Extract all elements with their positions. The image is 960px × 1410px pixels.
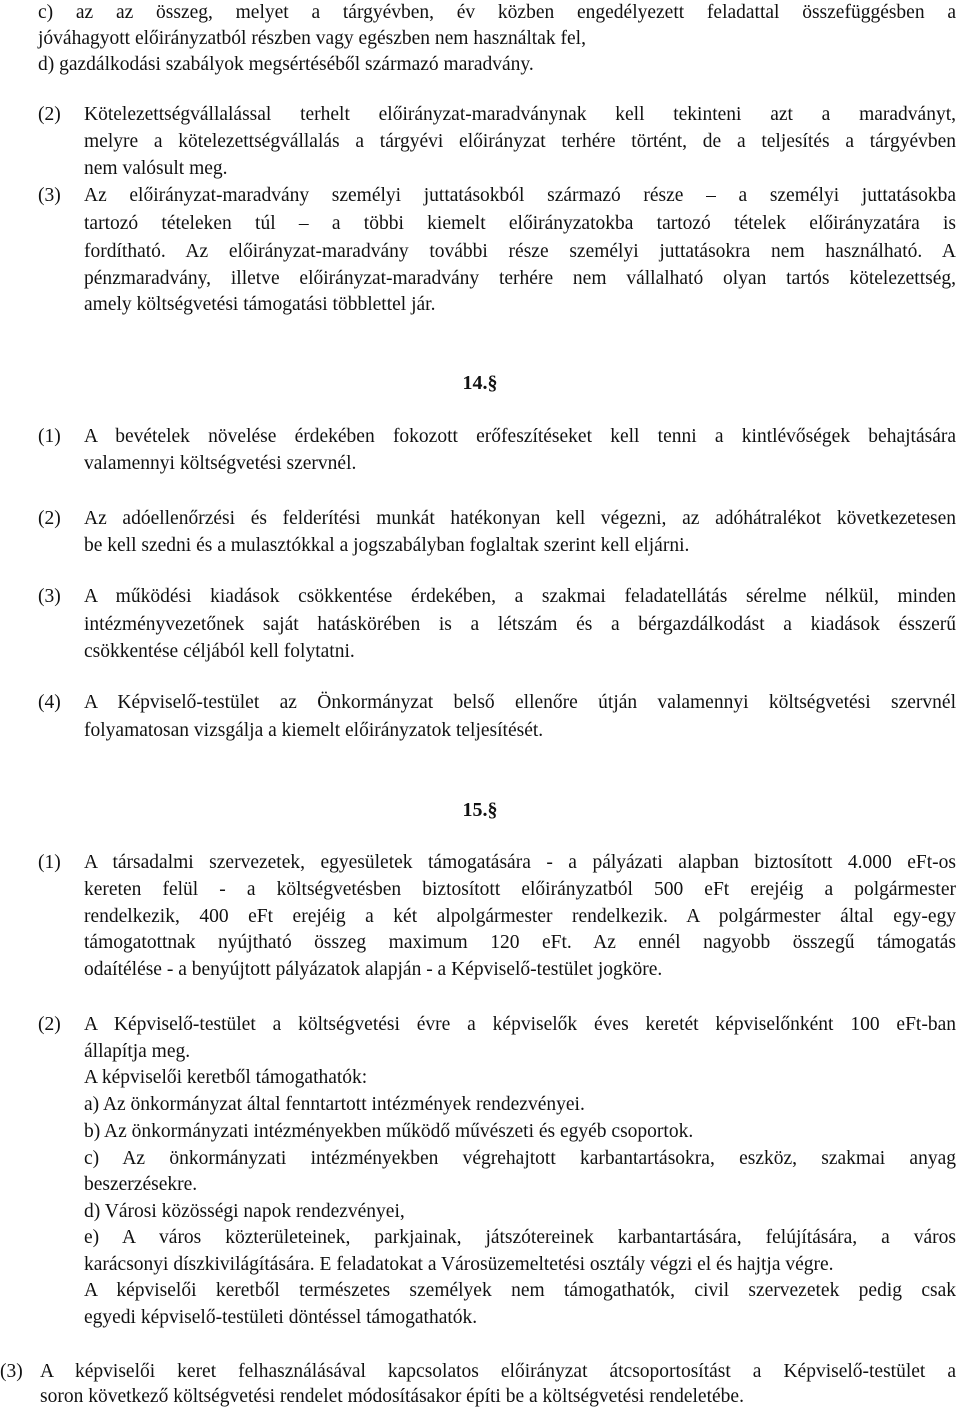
intro-line [0, 52, 960, 78]
paragraph-14-1 [0, 424, 960, 450]
list-item [0, 1119, 960, 1145]
text-line: soron következő költségvetési rendelet módosításakor építi be a költségvetési rendeletébe. [40, 1386, 744, 1407]
text-line: A képviselői keretből természetes személyek nem támogathatók, civil szervezetek pedig csak [84, 1280, 956, 1301]
text-line: egyedi képviselő-testületi döntéssel támogathatók. [84, 1307, 478, 1328]
text-line: jóváhagyott előirányzatból részben vagy egészben nem használtak fel, [38, 28, 586, 49]
text-line: e) A város közterületeinek, parkjainak, játszótereinek karbantartására, felújítására, a város [84, 1227, 956, 1248]
text-line: amely költségvetési támogatási többlettel jár. [84, 294, 436, 315]
text-line: c) az az összeg, melyet a tárgyévben, év közben engedélyezett feladattal összefüggésben a [38, 2, 956, 23]
text-line: folyamatosan vizsgálja a kiemelt előirányzatok teljesítését. [84, 720, 544, 741]
text-line: tartozó tételeken túl – a többi kiemelt előirányzatokba tartozó tételek előirányzatára is [84, 213, 956, 234]
paragraph-number: (3) [38, 185, 61, 206]
list-item [0, 1225, 960, 1251]
text-line: nem valósult meg. [84, 158, 228, 179]
text-line: Az adóellenőrzési és felderítési munkát hatékonyan kell végezni, az adóhátralékot következetesen [84, 508, 956, 529]
paragraph-line [0, 639, 960, 665]
paragraph-line [0, 533, 960, 559]
paragraph-line [0, 1305, 960, 1331]
paragraph-number: (1) [38, 426, 61, 447]
paragraph-number: (2) [38, 508, 61, 529]
text-line: c) Az önkormányzati intézményekben végrehajtott karbantartásokra, eszköz, szakmai anyag [84, 1148, 956, 1169]
list-item [0, 1146, 960, 1172]
text-line: fordítható. Az előirányzat-maradvány további része személyi juttatásokra nem használható. A [84, 241, 956, 262]
text-line: pénzmaradvány, illetve előirányzat-maradvány terhére nem vállalható olyan tartós kötelezettség, [84, 268, 956, 289]
text-line: melyre a kötelezettségvállalás a tárgyévi előirányzat terhére történt, de a teljesítés a tárgyévben [84, 131, 956, 152]
paragraph-line [0, 156, 960, 182]
paragraph-13-3 [0, 183, 960, 209]
text-line: d) Városi közösségi napok rendezvényei, [84, 1201, 405, 1222]
paragraph-line [0, 877, 960, 903]
text-line: intézményvezetőnek saját hatáskörében is a létszám és a bérgazdálkodást a kiadások ésszerű [84, 614, 956, 635]
paragraph-number: (4) [38, 692, 61, 713]
text-line: b) Az önkormányzati intézményekben működő művészeti és egyéb csoportok. [84, 1121, 694, 1142]
paragraph-14-3 [0, 584, 960, 610]
paragraph-line [0, 1278, 960, 1304]
text-line: rendelkezik, 400 eFt erejéig a két alpolgármester rendelkezik. A polgármester által egy-egy [84, 906, 956, 927]
text-line: Az előirányzat-maradvány személyi juttatásokból származó része – a személyi juttatásokba [84, 185, 956, 206]
text-line: A Képviselő-testület az Önkormányzat belső ellenőre útján valamennyi költségvetési szervnél [84, 692, 956, 713]
list-item [0, 1092, 960, 1118]
paragraph-number: (2) [38, 104, 61, 125]
paragraph-line [0, 451, 960, 477]
text-line: A társadalmi szervezetek, egyesületek támogatására - a pályázati alapban biztosított 4.000 eFt-os [84, 852, 956, 873]
text-line: A képviselői keret felhasználásával kapcsolatos előirányzat átcsoportosítást a Képviselő-testület a [40, 1361, 956, 1382]
paragraph-line [0, 1172, 960, 1198]
paragraph-14-4 [0, 690, 960, 716]
text-line: valamennyi költségvetési szervnél. [84, 453, 357, 474]
paragraph-13-2 [0, 102, 960, 128]
list-item [0, 1199, 960, 1225]
paragraph-number: (2) [38, 1014, 61, 1035]
paragraph-15-2 [0, 1012, 960, 1038]
paragraph-line [0, 718, 960, 744]
paragraph-number: (3) [0, 1361, 23, 1382]
paragraph-line [0, 957, 960, 983]
text-line: A képviselői keretből támogathatók: [84, 1067, 368, 1088]
text-line: beszerzésekre. [84, 1174, 198, 1195]
paragraph-number: (1) [38, 852, 61, 873]
paragraph-line [0, 1039, 960, 1065]
paragraph-line [0, 1252, 960, 1278]
text-line: állapítja meg. [84, 1041, 191, 1062]
text-line: A Képviselő-testület a költségvetési évre a képviselők éves keretét képviselőnként 100 eFt-ban [84, 1014, 956, 1035]
section-heading-15: 15.§ [462, 799, 498, 821]
paragraph-line [0, 292, 960, 318]
paragraph-line [0, 930, 960, 956]
text-line: támogatottnak nyújtható összeg maximum 120 eFt. Az ennél nagyobb összegű támogatás [84, 932, 956, 953]
paragraph-line [0, 239, 960, 265]
text-line: csökkentése céljából kell folytatni. [84, 641, 355, 662]
text-line: A bevételek növelése érdekében fokozott erőfeszítéseket kell tenni a kintlévőségek behajtására [84, 426, 956, 447]
section-heading-14: 14.§ [462, 372, 498, 394]
paragraph-line [0, 129, 960, 155]
text-line: kereten felül - a költségvetésben biztosított előirányzatból 500 eFt erejéig a polgármester [84, 879, 956, 900]
paragraph-line [0, 266, 960, 292]
text-line: d) gazdálkodási szabályok megsértéséből származó maradvány. [38, 54, 534, 75]
text-line: odaítélése - a benyújtott pályázatok alapján - a Képviselő-testület jogköre. [84, 959, 663, 980]
paragraph-line [0, 612, 960, 638]
paragraph-line [0, 1065, 960, 1091]
paragraph-15-3 [0, 1359, 960, 1385]
paragraph-number: (3) [38, 586, 61, 607]
paragraph-line [0, 211, 960, 237]
text-line: A működési kiadások csökkentése érdekében, a szakmai feladatellátás sérelme nélkül, minden [84, 586, 956, 607]
text-line: be kell szedni és a mulasztókkal a jogszabályban foglaltak szerint kell eljárni. [84, 535, 690, 556]
text-line: Kötelezettségvállalással terhelt előirányzat-maradványnak kell tekinteni azt a maradványt, [84, 104, 956, 125]
paragraph-line [0, 904, 960, 930]
intro-line [0, 26, 960, 52]
text-line: a) Az önkormányzat által fenntartott intézmények rendezvényei. [84, 1094, 585, 1115]
intro-line [0, 0, 960, 26]
paragraph-14-2 [0, 506, 960, 532]
paragraph-line [0, 1384, 960, 1410]
text-line: karácsonyi díszkivilágítására. E feladatokat a Városüzemeltetési osztály végzi el és hajtja végre. [84, 1254, 834, 1275]
paragraph-15-1 [0, 850, 960, 876]
